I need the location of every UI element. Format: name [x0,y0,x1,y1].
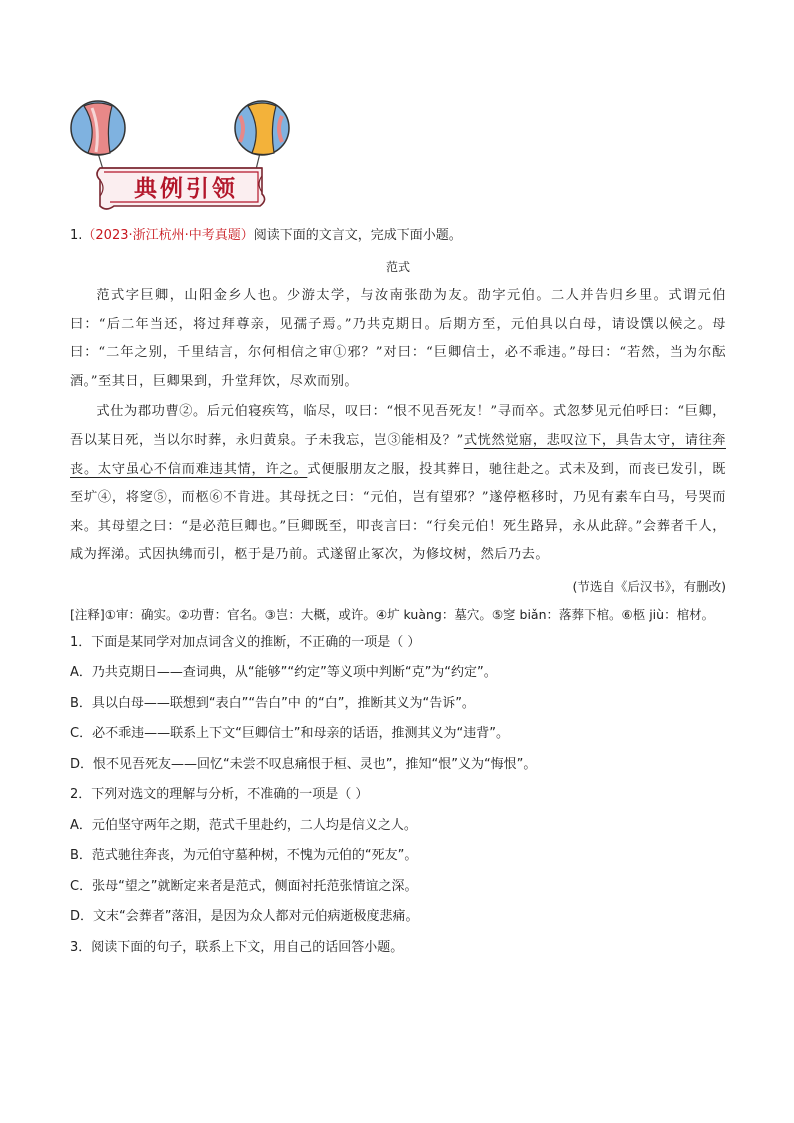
annotation-notes: [注释]①审：确实。②功曹：官名。③岂：大概，或许。④圹 kuàng：墓穴。⑤窆 biǎn：落葬下棺。⑥柩 jiù：棺材。 [70,606,715,622]
question-instruction: 阅读下面的文言文，完成下面小题。 [253,228,462,243]
q1-option-a: A．乃共克期日——查词典，从“能够”“约定”等义项中判断“克”为“约定”。 [70,665,497,681]
q2-option-c: C．张母“望之”就断定来者是范式，侧面衬托范张情谊之深。 [70,878,418,894]
q2-option-a: A．元伯坚守两年之期，范式千里赴约，二人均是信义之人。 [70,817,417,833]
passage-paragraph-2-part-a: 式仕为郡功曹②。后元伯寝疾笃，临尽，叹曰：“恨不见吾死友！”寻而卒。式忽梦见元伯呼曰：“巨卿，吾以某日死，当以尔时葬，永归黄泉。子未我忘，岂③能相及？” [70,404,726,448]
question-number: 1. [70,228,83,243]
q1-option-b: B．具以白母——联想到“表白”“告白”中 的“白”，推断其义为“告诉”。 [70,695,475,711]
q1-option-c: C．必不乖违——联系上下文“巨卿信士”和母亲的话语，推测其义为“违背”。 [70,726,510,742]
banner-title: 典例引领 [134,176,238,202]
section-banner [70,98,295,213]
passage-paragraph-2 [70,398,726,570]
passage-paragraph-1: 范式字巨卿，山阳金乡人也。少游太学，与汝南张劭为友。劭字元伯。二人并告归乡里。式谓元伯曰：“后二年当还，将过拜尊亲，见孺子焉。”乃共克期日。后期方至，元伯具以白母，请设馔以候之。母曰：“二年之别，千里结言，尔何相信之审①邪？”对曰：“巨卿信士，必不乖违。”母曰：“若然，当为尔酝酒。”至其日，巨卿果到，升堂拜饮，尽欢而别。 [70,288,726,389]
question-source: （2023·浙江杭州·中考真题） [82,228,254,243]
q1-stem: 1．下面是某同学对加点词含义的推断，不正确的一项是（ ） [70,634,421,650]
q1-option-d: D．恨不见吾死友——回忆“未尝不叹息痛恨于桓、灵也”，推知“恨”义为“悔恨”。 [70,756,537,772]
q3-stem: 3．阅读下面的句子，联系上下文，用自己的话回答小题。 [70,939,404,955]
q2-stem: 2．下列对选文的理解与分析，不准确的一项是（ ） [70,787,369,803]
q2-option-b: B．范式驰往奔丧，为元伯守墓种树，不愧为元伯的“死友”。 [70,848,418,864]
passage-paragraph-2-part-b: 式便服朋友之服，投其葬日，驰往赴之。式未及到，而丧已发引，既至圹④，将窆⑤，而柩⑥不肯进。其母抚之曰：“元伯，岂有望邪？”遂停柩移时，乃见有素车白马，号哭而来。其母望之曰：“是必范巨卿也。”巨卿既至，叩丧言曰：“行矣元伯！死生路异，永从此辞。”会葬者千人，咸为挥涕。式因执绋而引，柩于是乃前。式遂留止冢次，为修坟树，然后乃去。 [70,461,726,563]
q2-option-d: D．文末“会葬者”落泪，是因为众人都对元伯病逝极度悲痛。 [70,909,419,925]
underlined-sentence: 式恍然觉寤，悲叹泣下，具告太守，请往奔丧。太守虽心不信而难违其情，许之。 [70,432,726,477]
passage-title: 范式 [385,260,410,274]
document-body [70,222,726,963]
passage-source: (节选自《后汉书》，有删改) [572,578,726,594]
question-heading [70,222,726,250]
